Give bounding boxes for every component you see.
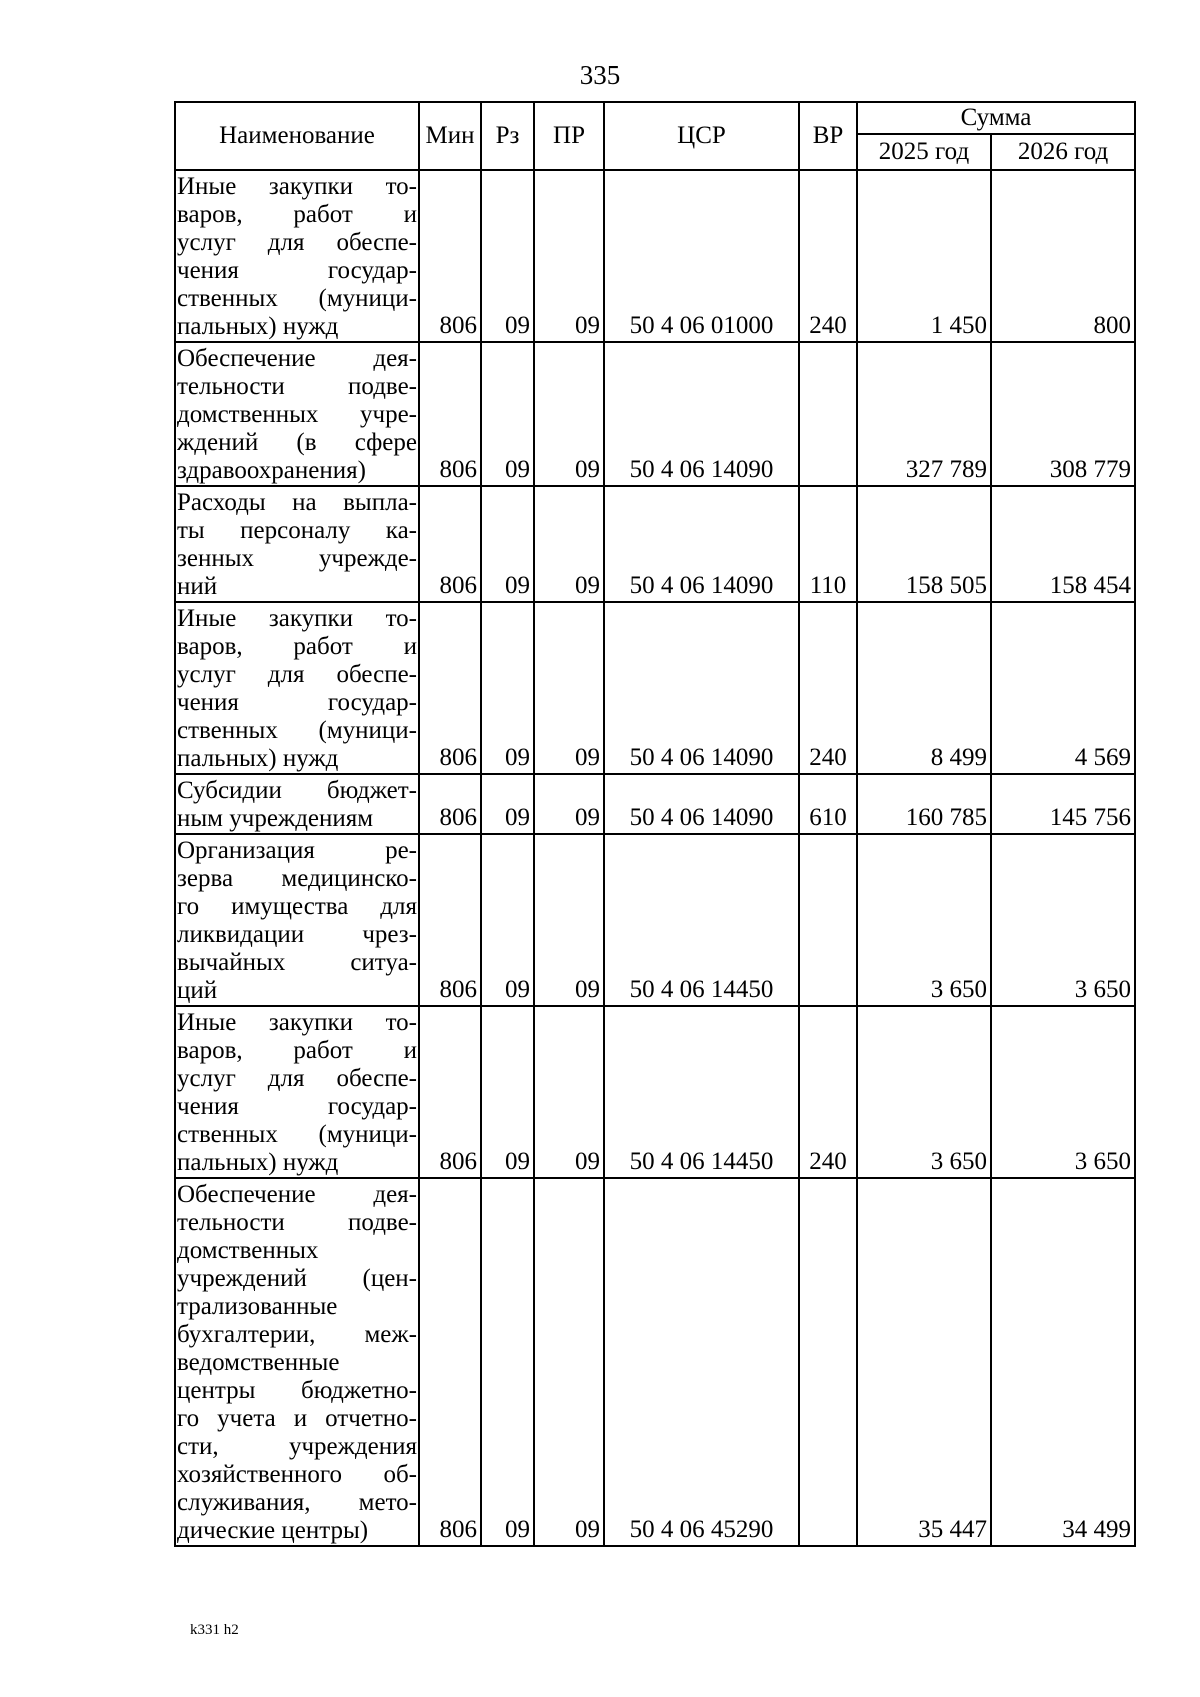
cell-2025: 3 650 [857,1006,991,1178]
name-line: Обеспечение дея- [177,345,417,372]
cell-rz: 09 [481,170,534,342]
cell-min: 806 [419,342,481,486]
cell-2026: 158 454 [991,486,1135,602]
cell-rz: 09 [481,1006,534,1178]
cell-pr: 09 [534,834,604,1006]
cell-min: 806 [419,1006,481,1178]
name-line: домственных [177,1237,319,1264]
cell-name [175,602,419,774]
name-line: ведомственные [177,1349,340,1376]
cell-csr: 50 4 06 14090 [604,342,799,486]
name-line: ций [177,977,218,1004]
cell-2026: 308 779 [991,342,1135,486]
name-line: пальных) нужд [177,745,339,772]
cell-rz: 09 [481,486,534,602]
name-line: хозяйственного об- [177,1461,417,1488]
cell-rz: 09 [481,834,534,1006]
cell-min: 806 [419,774,481,834]
cell-2025: 3 650 [857,834,991,1006]
name-line: Расходы на выпла- [177,489,417,516]
cell-name [175,1178,419,1546]
header-vr: ВР [799,102,857,170]
table-row [175,342,1135,486]
name-line: ликвидации чрез- [177,921,417,948]
cell-2025: 158 505 [857,486,991,602]
cell-min: 806 [419,1178,481,1546]
name-line: Субсидии бюджет- [177,777,417,804]
cell-rz: 09 [481,774,534,834]
table-row [175,1178,1135,1546]
header-sum: Сумма [857,102,1135,134]
name-line: ным учреждениям [177,805,374,832]
cell-csr: 50 4 06 01000 [604,170,799,342]
cell-name [175,1006,419,1178]
name-line: зенных учрежде- [177,545,417,572]
cell-vr [799,1178,857,1546]
cell-name [175,834,419,1006]
cell-name [175,486,419,602]
name-line: центры бюджетно- [177,1377,417,1404]
name-line: варов, работ и [177,633,417,660]
footer-code: k331 h2 [190,1622,239,1638]
cell-pr: 09 [534,342,604,486]
table-row [175,1006,1135,1178]
header-csr: ЦСР [604,102,799,170]
cell-vr: 610 [799,774,857,834]
cell-name [175,342,419,486]
name-line: трализованные [177,1293,338,1320]
name-line: ждений (в сфере [177,429,417,456]
name-line: здравоохранения) [177,457,366,484]
name-line: услуг для обеспе- [177,229,417,256]
cell-2025: 1 450 [857,170,991,342]
name-line: сти, учреждения [177,1433,417,1460]
name-line: бухгалтерии, меж- [177,1321,417,1348]
name-line: зерва медицинско- [177,865,417,892]
cell-pr: 09 [534,1006,604,1178]
table-row [175,774,1135,834]
cell-pr: 09 [534,602,604,774]
name-line: услуг для обеспе- [177,1065,417,1092]
name-line: Организация ре- [177,837,417,864]
cell-2026: 3 650 [991,1006,1135,1178]
table-row [175,486,1135,602]
header-row [175,102,1135,134]
name-line: ственных (муници- [177,1121,417,1148]
cell-csr: 50 4 06 14090 [604,774,799,834]
cell-vr [799,834,857,1006]
cell-2026: 34 499 [991,1178,1135,1546]
cell-min: 806 [419,486,481,602]
table-row [175,834,1135,1006]
name-line: услуг для обеспе- [177,661,417,688]
name-line: ственных (муници- [177,285,417,312]
cell-min: 806 [419,602,481,774]
cell-rz: 09 [481,342,534,486]
cell-2025: 35 447 [857,1178,991,1546]
cell-rz: 09 [481,1178,534,1546]
cell-2026: 3 650 [991,834,1135,1006]
cell-2026: 800 [991,170,1135,342]
cell-2025: 8 499 [857,602,991,774]
header-min: Мин [419,102,481,170]
name-line: ты персоналу ка- [177,517,417,544]
name-line: дические центры) [177,1517,369,1544]
table-row [175,170,1135,342]
name-line: Иные закупки то- [177,605,417,632]
header-year-2026: 2026 год [991,134,1135,170]
budget-table [174,101,1136,1547]
name-line: ний [177,573,218,600]
name-line: чения государ- [177,689,417,716]
name-line: варов, работ и [177,201,417,228]
name-line: вычайных ситуа- [177,949,417,976]
name-line: Иные закупки то- [177,1009,417,1036]
cell-min: 806 [419,170,481,342]
cell-name [175,170,419,342]
table-body [175,170,1135,1546]
cell-pr: 09 [534,486,604,602]
cell-min: 806 [419,834,481,1006]
name-line: варов, работ и [177,1037,417,1064]
cell-vr [799,342,857,486]
cell-pr: 09 [534,170,604,342]
name-line: тельности подве- [177,1209,417,1236]
cell-vr: 110 [799,486,857,602]
cell-vr: 240 [799,170,857,342]
header-year-2025: 2025 год [857,134,991,170]
cell-pr: 09 [534,1178,604,1546]
cell-pr: 09 [534,774,604,834]
cell-vr: 240 [799,602,857,774]
table-row [175,602,1135,774]
cell-rz: 09 [481,602,534,774]
name-line: Обеспечение дея- [177,1181,417,1208]
name-line: служивания, мето- [177,1489,417,1516]
header-pr: ПР [534,102,604,170]
name-line: го учета и отчетно- [177,1405,417,1432]
name-line: пальных) нужд [177,313,339,340]
name-line: чения государ- [177,1093,417,1120]
cell-csr: 50 4 06 14090 [604,486,799,602]
cell-name [175,774,419,834]
cell-2026: 4 569 [991,602,1135,774]
name-line: ственных (муници- [177,717,417,744]
name-line: тельности подве- [177,373,417,400]
cell-2026: 145 756 [991,774,1135,834]
cell-vr: 240 [799,1006,857,1178]
name-line: Иные закупки то- [177,173,417,200]
cell-csr: 50 4 06 14450 [604,1006,799,1178]
name-line: го имущества для [177,893,417,920]
name-line: учреждений (цен- [177,1265,417,1292]
header-rz: Рз [481,102,534,170]
cell-csr: 50 4 06 14450 [604,834,799,1006]
cell-2025: 327 789 [857,342,991,486]
name-line: пальных) нужд [177,1149,339,1176]
cell-csr: 50 4 06 14090 [604,602,799,774]
name-line: чения государ- [177,257,417,284]
cell-csr: 50 4 06 45290 [604,1178,799,1546]
cell-2025: 160 785 [857,774,991,834]
page-number: 335 [579,60,621,90]
name-line: домственных учре- [177,401,417,428]
header-name: Наименование [175,102,419,170]
